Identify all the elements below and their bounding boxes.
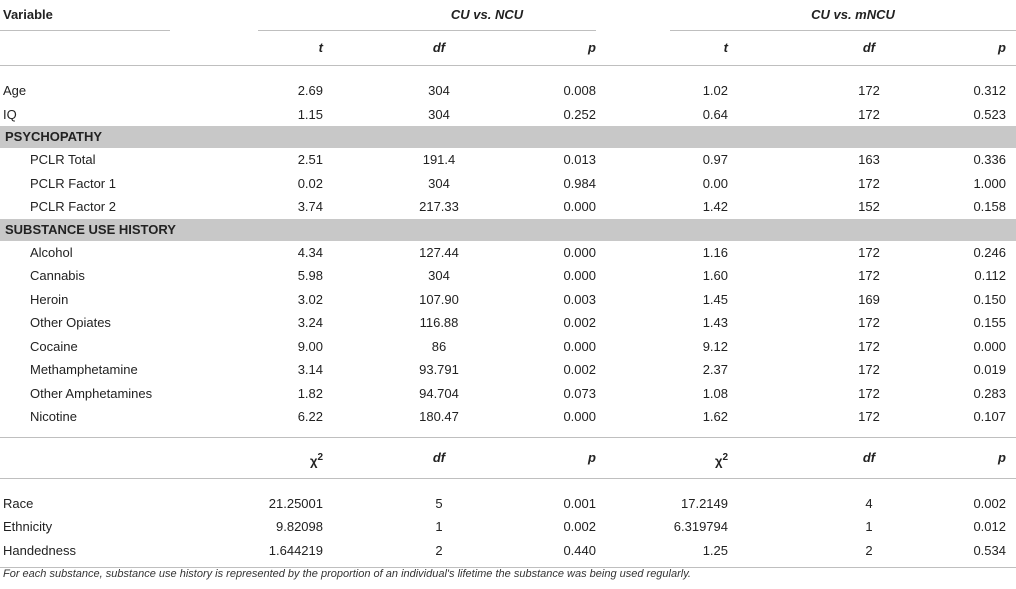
df-value-1: 107.90 — [419, 291, 459, 307]
rows-substance — [0, 241, 1016, 429]
stat-value-1: 4.34 — [297, 244, 323, 260]
df-value-1: 304 — [428, 268, 450, 283]
p-value-1: 0.000 — [563, 268, 596, 283]
df-value-1: 304 — [428, 175, 450, 191]
row-label: Handedness — [3, 542, 76, 558]
stat-value-1: 3.24 — [297, 315, 323, 330]
row-label: PCLR Total — [30, 152, 96, 167]
df-value-1: 191.4 — [422, 152, 456, 167]
table-row — [0, 358, 1016, 382]
t-header-2: t — [723, 40, 728, 55]
p-value-1: 0.073 — [563, 385, 596, 401]
table-row — [0, 148, 1016, 172]
rows-top — [0, 79, 1016, 126]
p-value-1: 0.984 — [563, 175, 596, 191]
df-value-2: 172 — [858, 315, 880, 330]
p-value-1: 0.440 — [563, 542, 596, 558]
df-value-2: 172 — [858, 409, 880, 424]
group1-header: CU vs. NCU — [450, 7, 524, 22]
df-value-2: 172 — [858, 175, 880, 191]
stat-value-2: 0.00 — [702, 175, 728, 191]
p-value-2: 0.155 — [973, 315, 1006, 330]
df-value-2: 172 — [858, 83, 880, 98]
chi-sup-1: 2 — [317, 451, 323, 463]
table-row — [0, 172, 1016, 196]
chi-p-header-2: p — [998, 449, 1006, 465]
table-row — [0, 288, 1016, 312]
p-value-1: 0.000 — [563, 338, 596, 354]
p-value-1: 0.000 — [563, 199, 596, 214]
stat-value-2: 1.62 — [702, 409, 728, 424]
p-value-1: 0.003 — [563, 291, 596, 307]
stat-value-1: 3.02 — [297, 291, 323, 307]
p-value-2: 0.107 — [973, 409, 1006, 424]
stat-value-2: 1.60 — [702, 268, 728, 283]
row-label: PCLR Factor 1 — [30, 175, 116, 191]
stat-value-1: 3.74 — [297, 199, 323, 214]
p-value-2: 0.523 — [973, 106, 1006, 122]
df-value-2: 169 — [858, 291, 880, 307]
row-label: PCLR Factor 2 — [30, 199, 116, 214]
stat-value-2: 17.2149 — [681, 495, 728, 511]
stat-value-1: 1.15 — [297, 106, 323, 122]
stat-value-1: 1.82 — [297, 385, 323, 401]
stat-value-2: 1.16 — [702, 244, 728, 260]
p-value-2: 1.000 — [973, 175, 1006, 191]
chi-sup-2: 2 — [722, 451, 728, 463]
p-value-1: 0.002 — [563, 519, 596, 534]
df-value-1: 127.44 — [419, 244, 459, 260]
table-row — [0, 382, 1016, 406]
df-value-2: 172 — [858, 362, 880, 377]
p-header-1: p — [588, 40, 596, 55]
row-label: Age — [3, 83, 27, 98]
chi-p-header-1: p — [588, 449, 596, 465]
chi-header-row — [0, 438, 1016, 478]
stat-value-2: 6.319794 — [673, 519, 728, 534]
df-value-1: 116.88 — [419, 315, 459, 330]
t-header-1: t — [318, 40, 323, 55]
df-value-1: 86 — [431, 338, 447, 354]
stat-value-1: 3.14 — [297, 362, 323, 377]
header-spacer — [0, 65, 1016, 79]
p-value-2: 0.336 — [973, 152, 1006, 167]
stat-value-2: 9.12 — [702, 338, 728, 354]
p-value-2: 0.012 — [973, 519, 1006, 534]
p-value-1: 0.001 — [563, 495, 596, 511]
p-value-1: 0.013 — [563, 152, 596, 167]
chi-header-rule — [0, 478, 1016, 479]
p-value-1: 0.000 — [563, 244, 596, 260]
p-header-2: p — [998, 40, 1006, 55]
stat-value-1: 2.51 — [297, 152, 323, 167]
row-label: IQ — [3, 106, 17, 122]
stat-value-1: 1.644219 — [268, 542, 323, 558]
stat-value-2: 2.37 — [702, 362, 728, 377]
p-value-2: 0.000 — [973, 338, 1006, 354]
table-row — [0, 264, 1016, 288]
p-value-2: 0.246 — [973, 244, 1006, 260]
header-row-groups — [0, 0, 1016, 30]
df-value-1: 93.791 — [419, 362, 459, 377]
table-row — [0, 195, 1016, 219]
table-row — [0, 241, 1016, 265]
rows-chi — [0, 492, 1016, 563]
table-row — [0, 311, 1016, 335]
p-value-1: 0.008 — [563, 83, 596, 98]
df-header-1: df — [432, 40, 446, 55]
df-value-2: 163 — [858, 152, 880, 167]
df-value-1: 94.704 — [419, 385, 459, 401]
chi-header-1 — [195, 438, 323, 481]
df-value-1: 217.33 — [419, 199, 459, 214]
df-value-2: 4 — [865, 495, 873, 511]
df-header-2: df — [862, 40, 876, 55]
df-value-2: 172 — [858, 268, 880, 283]
df-value-2: 152 — [858, 199, 880, 214]
stat-value-2: 0.64 — [702, 106, 728, 122]
row-label: Race — [3, 495, 34, 511]
table-row — [0, 492, 1016, 516]
df-value-1: 1 — [435, 519, 443, 534]
chi-symbol-1: χ — [309, 452, 318, 468]
stat-value-1: 9.00 — [297, 338, 323, 354]
row-label: Nicotine — [30, 409, 77, 424]
table-footnote: For each substance, substance use history is represented by the proportion of an individual's lifetime the substance was being used regularly. — [3, 568, 691, 580]
p-value-1: 0.000 — [563, 409, 596, 424]
stat-value-2: 1.25 — [702, 542, 728, 558]
stat-value-2: 1.43 — [702, 315, 728, 330]
row-label: Other Amphetamines — [30, 385, 153, 401]
row-label: Cannabis — [30, 268, 85, 283]
section-substance-use — [0, 219, 1016, 241]
df-value-1: 304 — [428, 83, 450, 98]
section-substance-use-label: SUBSTANCE USE HISTORY — [5, 221, 176, 237]
p-value-1: 0.002 — [563, 362, 596, 377]
chi-header-2 — [640, 438, 728, 481]
df-value-2: 172 — [858, 385, 880, 401]
p-value-1: 0.002 — [563, 315, 596, 330]
df-value-1: 304 — [428, 106, 450, 122]
section-psychopathy — [0, 126, 1016, 148]
stat-value-2: 1.08 — [702, 385, 728, 401]
chi-spacer — [0, 429, 1016, 437]
p-value-2: 0.534 — [973, 542, 1006, 558]
p-value-2: 0.158 — [973, 199, 1006, 214]
stat-value-1: 2.69 — [297, 83, 323, 98]
row-label: Methamphetamine — [30, 362, 138, 377]
p-value-2: 0.112 — [974, 268, 1006, 283]
df-value-1: 2 — [435, 542, 443, 558]
table-row — [0, 539, 1016, 563]
p-value-2: 0.019 — [973, 362, 1006, 377]
stat-value-2: 1.45 — [702, 291, 728, 307]
p-value-2: 0.283 — [973, 385, 1006, 401]
table-row — [0, 103, 1016, 127]
group2-header: CU vs. mNCU — [811, 7, 895, 22]
table-row — [0, 405, 1016, 429]
stat-value-2: 1.42 — [702, 199, 728, 214]
p-value-2: 0.312 — [973, 83, 1006, 98]
df-value-1: 5 — [435, 495, 443, 511]
row-label: Ethnicity — [3, 519, 53, 534]
table-row — [0, 79, 1016, 103]
stat-value-1: 6.22 — [297, 409, 323, 424]
stat-value-1: 5.98 — [297, 268, 323, 283]
df-value-2: 172 — [858, 338, 880, 354]
p-value-2: 0.002 — [973, 495, 1006, 511]
header-row-stats — [0, 31, 1016, 65]
table-row — [0, 335, 1016, 359]
chi-df-header-2: df — [862, 449, 876, 465]
df-value-2: 172 — [858, 106, 880, 122]
chi-header-spacer — [0, 478, 1016, 492]
stat-value-1: 0.02 — [297, 175, 323, 191]
chi-symbol-2: χ — [714, 452, 723, 468]
stat-value-2: 1.02 — [702, 83, 728, 98]
variable-header: Variable — [3, 7, 53, 22]
header-bottom-rule — [0, 65, 1016, 66]
row-label: Cocaine — [30, 338, 78, 354]
df-value-2: 1 — [865, 519, 873, 534]
stat-value-1: 21.25001 — [268, 495, 323, 511]
rows-psychopathy — [0, 148, 1016, 219]
table-row — [0, 515, 1016, 539]
stat-value-1: 9.82098 — [276, 519, 323, 534]
row-label: Alcohol — [30, 244, 73, 260]
df-value-2: 2 — [865, 542, 873, 558]
section-psychopathy-label: PSYCHOPATHY — [5, 129, 103, 144]
row-label: Heroin — [30, 291, 69, 307]
p-value-2: 0.150 — [973, 291, 1006, 307]
row-label: Other Opiates — [30, 315, 111, 330]
df-value-1: 180.47 — [419, 409, 459, 424]
stat-value-2: 0.97 — [702, 152, 728, 167]
chi-df-header-1: df — [432, 449, 446, 465]
p-value-1: 0.252 — [563, 106, 596, 122]
df-value-2: 172 — [858, 244, 880, 260]
